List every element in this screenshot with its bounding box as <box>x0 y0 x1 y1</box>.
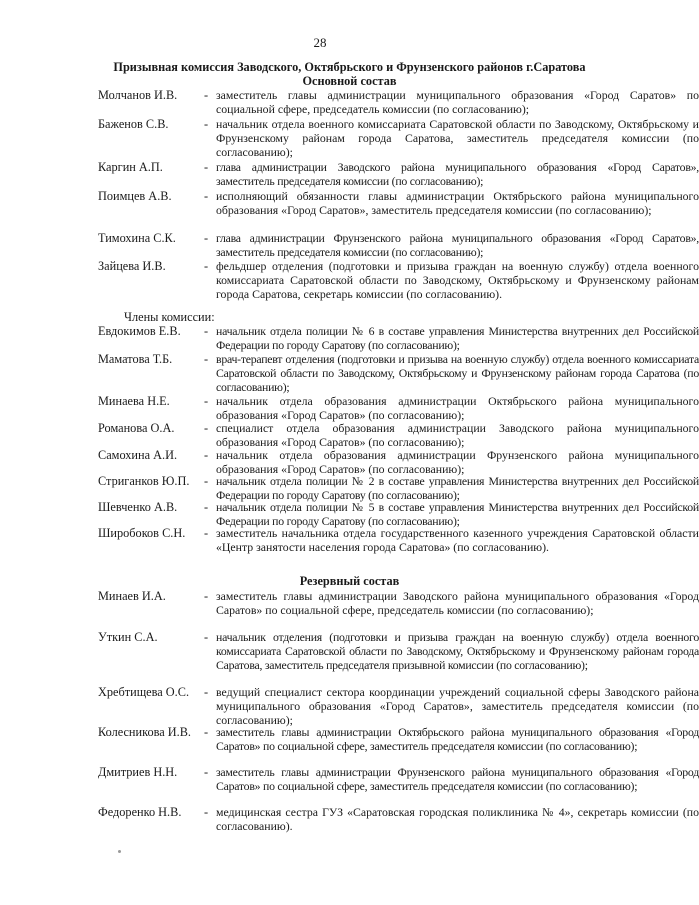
dash-separator: - <box>204 500 209 514</box>
main-section-title: Основной состав <box>302 74 397 88</box>
member-name: Поимцев А.В. <box>98 189 172 203</box>
member-name: Молчанов И.В. <box>98 88 178 102</box>
member-name: Зайцева И.В. <box>98 259 166 273</box>
member-description: начальник отдела образования администрации Октябрьского района муниципального образования «Город Саратов» (по согласованию); <box>216 394 699 423</box>
member-name: Хребтищева О.С. <box>98 685 190 699</box>
member-description: исполняющий обязанности главы администрации Октябрьского района муниципального образования «Город Саратов», заместитель председателя комиссии (по согласованию); <box>216 189 699 218</box>
member-description: начальник отдела образования администрации Фрунзенского района муниципального образования «Город Саратов» (по согласованию); <box>216 448 699 477</box>
page-number: 28 <box>313 35 327 50</box>
dash-separator: - <box>204 725 209 739</box>
dash-separator: - <box>204 117 209 131</box>
member-name: Дмитриев Н.Н. <box>98 765 178 779</box>
member-description: начальник отделения (подготовки и призыва граждан на военную службу) отдела военного комиссариата Саратовской области по Заводскому, Октябрьскому и Фрунзенскому районам города Саратова, заместитель председателя призывной комиссии (по согласованию); <box>216 630 699 673</box>
member-description: заместитель главы администрации Октябрьского района муниципального образования «Город Саратов» по социальной сфере, заместитель председателя комиссии (по согласованию); <box>216 725 699 754</box>
member-name: Шевченко А.В. <box>98 500 178 514</box>
dash-separator: - <box>204 324 209 338</box>
dash-separator: - <box>204 189 209 203</box>
member-description: врач-терапевт отделения (подготовки и призыва на военную службу) отдела военного комиссариата Саратовской области по Заводскому, Октябрьскому и Фрунзенскому районам города Саратова (по согласованию); <box>216 352 699 395</box>
member-name: Минаева Н.Е. <box>98 394 170 408</box>
dash-separator: - <box>204 231 209 245</box>
member-description: заместитель главы администрации муниципального образования «Город Саратов» по социальной сфере, председатель комиссии (по согласованию); <box>216 88 699 117</box>
member-name: Романова О.А. <box>98 421 175 435</box>
member-name: Федоренко Н.В. <box>98 805 182 819</box>
dash-separator: - <box>204 765 209 779</box>
commission-title: Призывная комиссия Заводского, Октябрьского и Фрунзенского районов г.Саратова <box>113 60 586 74</box>
member-name: Самохина А.И. <box>98 448 178 462</box>
dash-separator: - <box>204 589 209 603</box>
member-description: заместитель начальника отдела государственного казенного учреждения Саратовской области «Центр занятости населения города Саратова» (по согласованию). <box>216 526 699 555</box>
member-description: начальник отдела полиции № 6 в составе управления Министерства внутренних дел Российской Федерации по городу Саратову (по согласованию); <box>216 324 699 353</box>
member-description: фельдшер отделения (подготовки и призыва граждан на военную службу) отдела военного комиссариата Саратовской области по Заводскому, Октябрьскому и Фрунзенскому районам города Саратова, секретарь комиссии (по согласованию). <box>216 259 699 302</box>
dash-separator: - <box>204 160 209 174</box>
dash-separator: - <box>204 352 209 366</box>
scan-speck <box>118 850 121 853</box>
member-name: Широбоков С.Н. <box>98 526 186 540</box>
dash-separator: - <box>204 448 209 462</box>
member-description: глава администрации Фрунзенского района муниципального образования «Город Саратов», заместитель председателя комиссии (по согласованию); <box>216 231 699 260</box>
dash-separator: - <box>204 685 209 699</box>
member-description: ведущий специалист сектора координации учреждений социальной сферы Заводского района муниципального образования «Город Саратов», заместитель председателя комиссии (по согласованию); <box>216 685 699 728</box>
reserve-section-title: Резервный состав <box>299 574 400 588</box>
member-name: Евдокимов Е.В. <box>98 324 181 338</box>
dash-separator: - <box>204 474 209 488</box>
member-description: заместитель главы администрации Фрунзенского района муниципального образования «Город Саратов» по социальной сфере, заместитель председателя комиссии (по согласованию); <box>216 765 699 794</box>
dash-separator: - <box>204 526 209 540</box>
dash-separator: - <box>204 630 209 644</box>
member-description: начальник отдела полиции № 5 в составе управления Министерства внутренних дел Российской Федерации по городу Саратову (по согласованию); <box>216 500 699 529</box>
dash-separator: - <box>204 805 209 819</box>
member-name: Минаев И.А. <box>98 589 166 603</box>
member-description: заместитель главы администрации Заводского района муниципального образования «Город Саратов» по социальной сфере, председатель комиссии (по согласованию); <box>216 589 699 618</box>
dash-separator: - <box>204 421 209 435</box>
member-name: Маматова Т.Б. <box>98 352 173 366</box>
member-name: Уткин С.А. <box>98 630 158 644</box>
member-name: Каргин А.П. <box>98 160 163 174</box>
member-description: начальник отдела полиции № 2 в составе управления Министерства внутренних дел Российской Федерации по городу Саратову (по согласованию); <box>216 474 699 503</box>
members-label: Члены комиссии: <box>124 310 215 324</box>
dash-separator: - <box>204 88 209 102</box>
member-description: глава администрации Заводского района муниципального образования «Город Саратов», заместитель председателя комиссии (по согласованию); <box>216 160 699 189</box>
member-name: Тимохина С.К. <box>98 231 176 245</box>
member-description: начальник отдела военного комиссариата Саратовской области по Заводскому, Октябрьскому и Фрунзенскому районам города Саратова, заместитель председателя комиссии (по согласованию); <box>216 117 699 160</box>
dash-separator: - <box>204 394 209 408</box>
dash-separator: - <box>204 259 209 273</box>
member-description: специалист отдела образования администрации Заводского района муниципального образования «Город Саратов» (по согласованию); <box>216 421 699 450</box>
member-name: Колесникова И.В. <box>98 725 192 739</box>
member-name: Стриганков Ю.П. <box>98 474 190 488</box>
member-name: Баженов С.В. <box>98 117 169 131</box>
member-description: медицинская сестра ГУЗ «Саратовская городская поликлиника № 4», секретарь комиссии (по согласованию). <box>216 805 699 834</box>
